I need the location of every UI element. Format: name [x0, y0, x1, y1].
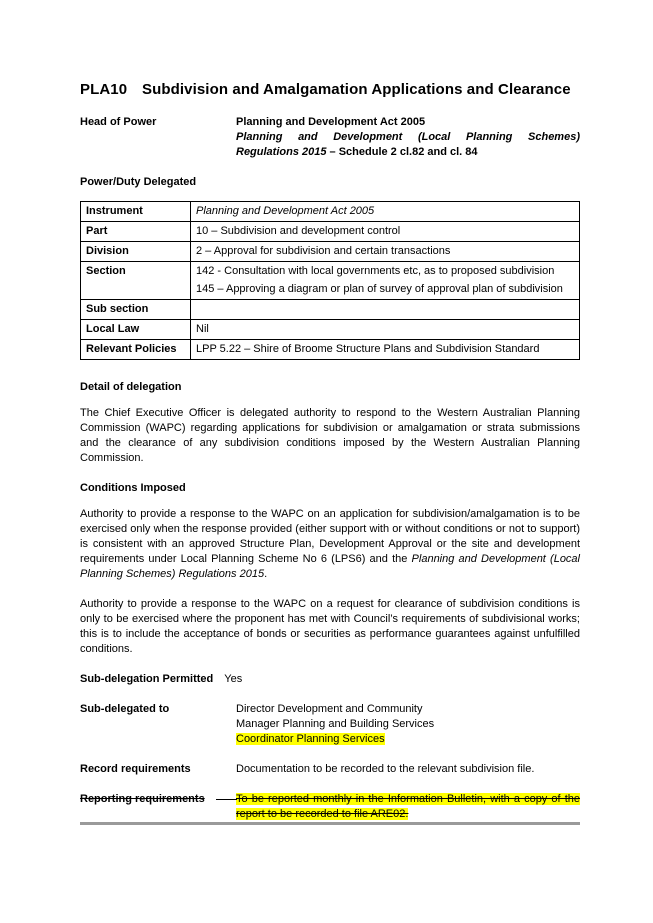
row-label-cell: Instrument: [81, 202, 191, 222]
head-of-power-regulations: [236, 130, 580, 160]
footer-divider: [80, 822, 580, 825]
sub-delegate: Manager Planning and Building Services: [236, 718, 435, 730]
sub-delegated-to-row: [80, 702, 580, 747]
table-row-part: [81, 222, 580, 242]
reporting-requirements-label: Reporting requirements: [80, 793, 205, 805]
row-value-cell: LPP 5.22 – Shire of Broome Structure Plans and Subdivision Standard: [191, 340, 580, 360]
row-value-cell: Nil: [191, 320, 580, 340]
sub-delegated-to-label: Sub-delegated to: [80, 703, 170, 715]
table-row-section: [81, 262, 580, 300]
head-of-power-label: Head of Power: [80, 116, 157, 128]
conditions-paragraph-2: Authority to provide a response to the WAPC on a request for clearance of subdivision conditions is only to be exercised where the proponent has met with Council’s requirements of subdivisional works; this is to include the acceptance of bonds or securities as performance guarantees against unfulfilled conditions.: [80, 598, 580, 655]
conditions-paragraph-1: [80, 507, 580, 582]
sub-delegated-to-values: [236, 702, 580, 747]
power-duty-heading: Power/Duty Delegated: [80, 176, 197, 188]
reporting-requirements-value: To be reported monthly in the Information Bulletin, with a copy of the report to be recorded to file ARE02.: [236, 793, 580, 820]
table-row-division: [81, 242, 580, 262]
row-value-cell: [191, 300, 580, 320]
head-of-power-row: [80, 115, 580, 160]
conditions-paragraph-1-regulations: Planning and Development (Local Planning Schemes) Regulations 2015: [80, 553, 580, 580]
detail-heading: Detail of delegation: [80, 381, 182, 393]
power-duty-table: [80, 201, 580, 360]
row-label-cell: Section: [81, 262, 191, 300]
sub-delegate: Director Development and Community: [236, 703, 423, 715]
row-value-cell: [191, 262, 580, 300]
page-title: [80, 78, 580, 101]
sub-delegation-permitted-label: Sub-delegation Permitted Yes: [80, 673, 243, 685]
regulations-clauses: – Schedule 2 cl.82 and cl. 84: [326, 146, 478, 158]
row-label-cell: Sub section: [81, 300, 191, 320]
row-label-cell: Division: [81, 242, 191, 262]
record-requirements-value: Documentation to be recorded to the relevant subdivision file.: [236, 763, 535, 775]
regulations-title: Planning and Development (Local Planning Schemes) Regulations 2015: [236, 131, 580, 158]
head-of-power-value: [236, 115, 580, 160]
conditions-paragraph-1-tail: .: [264, 568, 268, 580]
conditions-heading: Conditions Imposed: [80, 482, 186, 494]
section-item: 142 - Consultation with local governments etc, as to proposed subdivision: [196, 265, 555, 277]
row-value-cell: Planning and Development Act 2005: [191, 202, 580, 222]
record-requirements-label: Record requirements: [80, 763, 191, 775]
sub-delegate-highlighted: Coordinator Planning Services: [236, 733, 385, 745]
detail-paragraph: The Chief Executive Officer is delegated authority to respond to the Western Australian Planning Commission (WAPC) regarding applications for subdivision or amalgamation or strata submissions and the clearance of any subdivision conditions imposed by the Western Australian Planning Commission.: [80, 407, 580, 464]
delegation-code: PLA10: [80, 81, 128, 98]
sub-delegation-permitted-value: Yes: [224, 673, 243, 685]
head-of-power-act: Planning and Development Act 2005: [236, 116, 426, 128]
table-row-sub-section: [81, 300, 580, 320]
row-value-cell: 2 – Approval for subdivision and certain transactions: [191, 242, 580, 262]
delegation-title: Subdivision and Amalgamation Applications and Clearance: [142, 81, 571, 98]
sub-delegation-permitted-row: [80, 672, 580, 687]
reporting-requirements-row: [80, 792, 580, 822]
table-row-relevant-policies: [81, 340, 580, 360]
section-item: 145 – Approving a diagram or plan of survey of approval plan of subdivision: [196, 283, 563, 295]
table-row-local-law: [81, 320, 580, 340]
row-value-cell: 10 – Subdivision and development control: [191, 222, 580, 242]
row-label-cell: Local Law: [81, 320, 191, 340]
row-label-cell: Relevant Policies: [81, 340, 191, 360]
conditions-paragraph-1-text: Authority to provide a response to the WAPC on an application for subdivision/amalgamation is to be exercised only when the response provided (either support with or without conditions or not to support) is consistent with an approved Structure Plan, Development Approval or the site and development requirements under Local Planning Scheme No 6 (LPS6) and the: [80, 508, 580, 565]
table-row-instrument: [81, 202, 580, 222]
record-requirements-row: [80, 762, 580, 777]
strikethrough-bridge-line: [216, 799, 237, 800]
row-label-cell: Part: [81, 222, 191, 242]
